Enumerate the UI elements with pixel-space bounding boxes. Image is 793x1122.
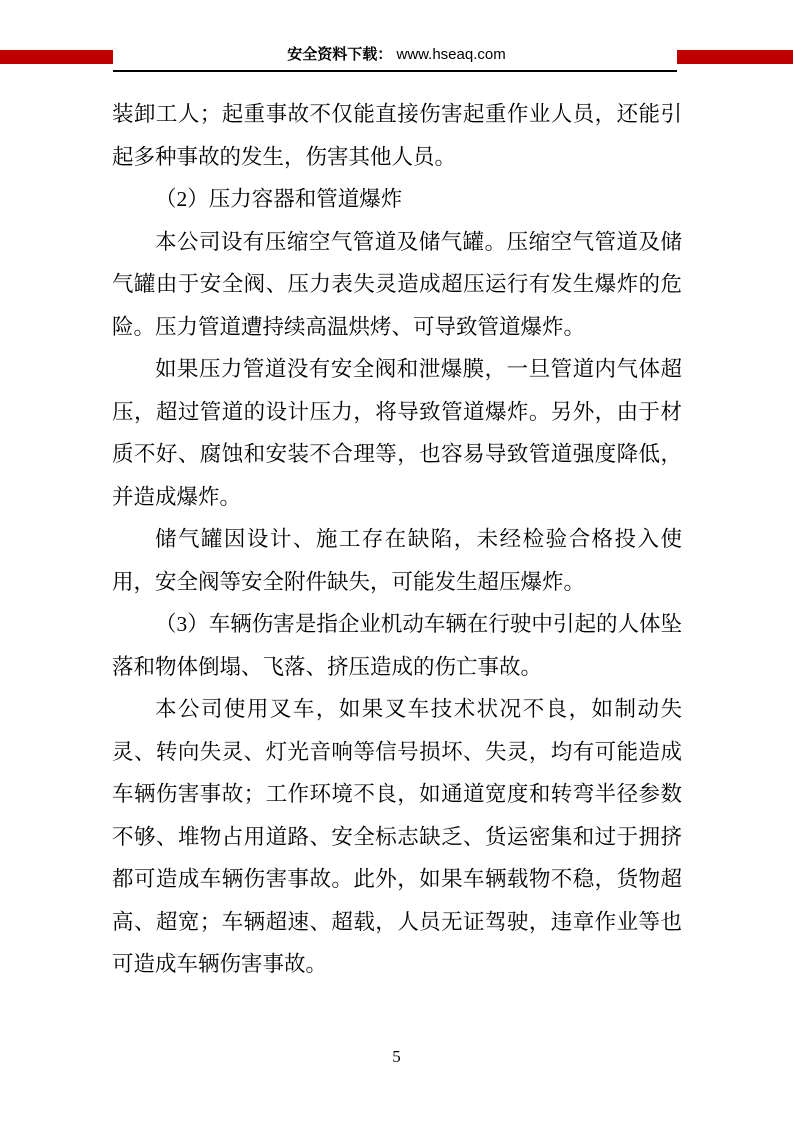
- document-body: [112, 93, 682, 986]
- paragraph: 装卸工人；起重事故不仅能直接伤害起重作业人员，还能引起多种事故的发生，伤害其他人员。: [112, 102, 682, 169]
- paragraph: 本公司设有压缩空气管道及储气罐。压缩空气管道及储气罐由于安全阀、压力表失灵造成超压运行有发生爆炸的危险。压力管道遭持续高温烘烤、可导致管道爆炸。: [112, 229, 682, 339]
- paragraph-heading: （3）车辆伤害是指企业机动车辆在行驶中引起的人体坠落和物体倒塌、飞落、挤压造成的伤亡事故。: [112, 612, 682, 679]
- page-header: [0, 44, 793, 66]
- header-site-label: 安全资料下载：: [287, 46, 393, 63]
- paragraph: 如果压力管道没有安全阀和泄爆膜，一旦管道内气体超压，超过管道的设计压力，将导致管道爆炸。另外，由于材质不好、腐蚀和安装不合理等，也容易导致管道强度降低，并造成爆炸。: [112, 357, 682, 509]
- header-site-url: www.hseaq.com: [396, 46, 506, 63]
- paragraph-heading: （2）压力容器和管道爆炸: [155, 187, 403, 211]
- paragraph: 本公司使用叉车，如果叉车技术状况不良，如制动失灵、转向失灵、灯光音响等信号损坏、失灵，均有可能造成车辆伤害事故；工作环境不良，如通道宽度和转弯半径参数不够、堆物占用道路、安全标志缺乏、货运密集和过于拥挤都可造成车辆伤害事故。此外，如果车辆载物不稳，货物超高、超宽；车辆超速、超载，人员无证驾驶，违章作业等也可造成车辆伤害事故。: [112, 697, 682, 976]
- header-rule: [113, 70, 677, 72]
- paragraph: 储气罐因设计、施工存在缺陷，未经检验合格投入使用，安全阀等安全附件缺失，可能发生超压爆炸。: [112, 527, 682, 594]
- page-number: 5: [392, 1047, 401, 1066]
